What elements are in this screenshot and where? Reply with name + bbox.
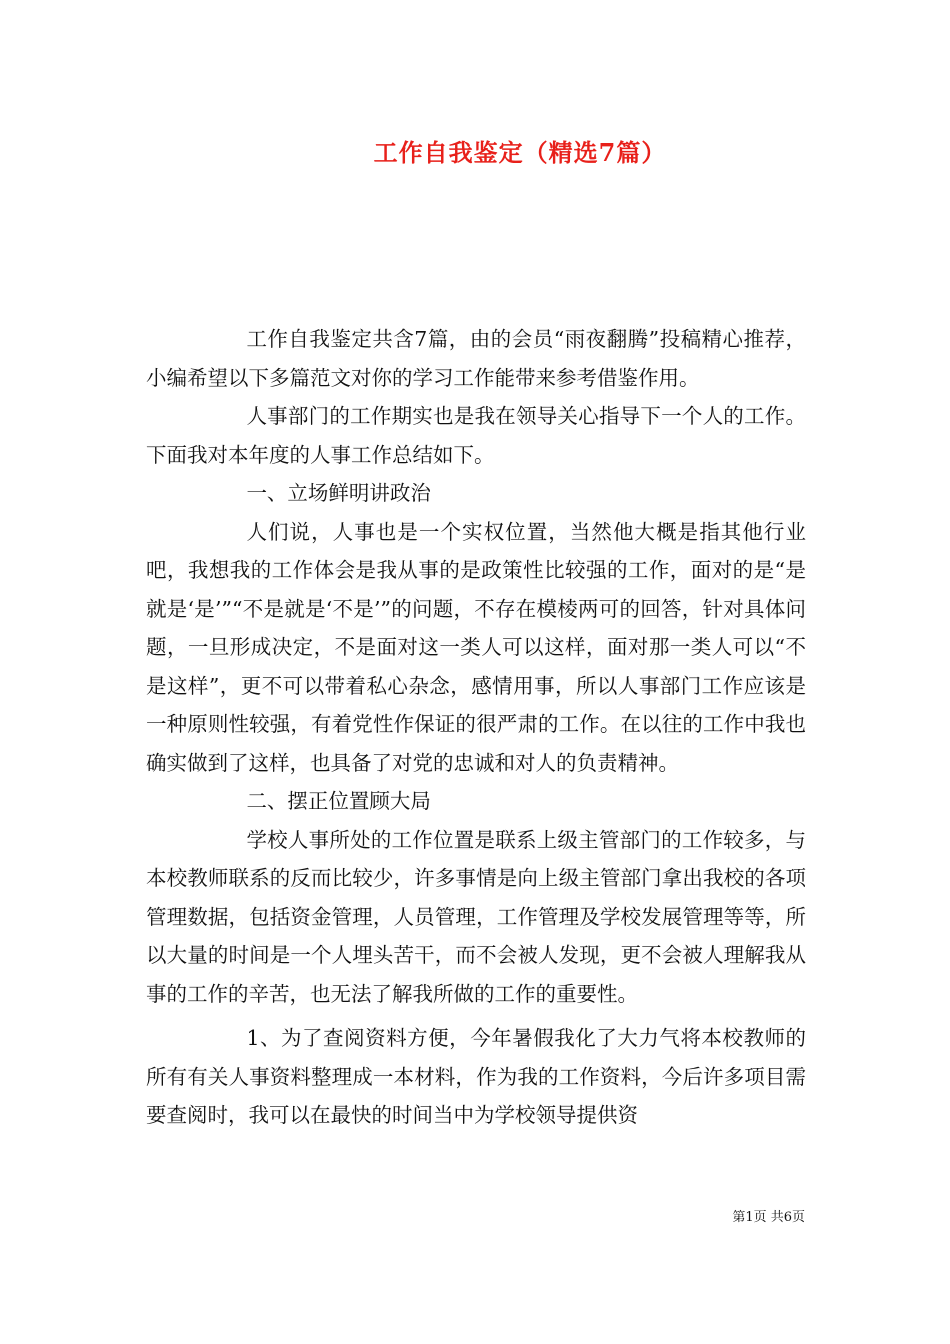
- page-number: 第1页 共6页: [732, 1210, 805, 1225]
- document-body: [146, 320, 806, 1135]
- section-heading-2: 二、摆正位置顾大局: [246, 789, 431, 813]
- paragraph-4: 1、为了查阅资料方便，今年暑假我化了大力气将本校教师的所有有关人事资料整理成一本材料，作为我的工作资料，今后许多项目需要查阅时，我可以在最快的时间当中为学校领导提供资: [146, 1026, 806, 1127]
- paragraph-3: 学校人事所处的工作位置是联系上级主管部门的工作较多，与本校教师联系的反而比较少，许多事情是向上级主管部门拿出我校的各项管理数据，包括资金管理，人员管理，工作管理及学校发展管理等等，所以大量的时间是一个人埋头苦干，而不会被人发现，更不会被人理解我从事的工作的辛苦，也无法了解我所做的工作的重要性。: [146, 827, 806, 1006]
- paragraph-intro: 工作自我鉴定共含7篇，由的会员“雨夜翻腾”投稿精心推荐，小编希望以下多篇范文对你的学习工作能带来参考借鉴作用。: [146, 327, 806, 390]
- document-title: 工作自我鉴定（精选7篇）: [373, 138, 667, 167]
- section-heading-1: 一、立场鲜明讲政治: [246, 481, 431, 505]
- paragraph-1: 人事部门的工作期实也是我在领导关心指导下一个人的工作。下面我对本年度的人事工作总结如下。: [146, 404, 806, 467]
- paragraph-2: 人们说，人事也是一个实权位置，当然他大概是指其他行业吧，我想我的工作体会是我从事的是政策性比较强的工作，面对的是“是就是‘是’”“不是就是‘不是’”的问题，不存在模棱两可的回答，针对具体问题，一旦形成决定，不是面对这一类人可以这样，面对那一类人可以“不是这样”，更不可以带着私心杂念，感情用事，所以人事部门工作应该是一种原则性较强，有着党性作保证的很严肃的工作。在以往的工作中我也确实做到了这样，也具备了对党的忠诚和对人的负责精神。: [146, 519, 806, 775]
